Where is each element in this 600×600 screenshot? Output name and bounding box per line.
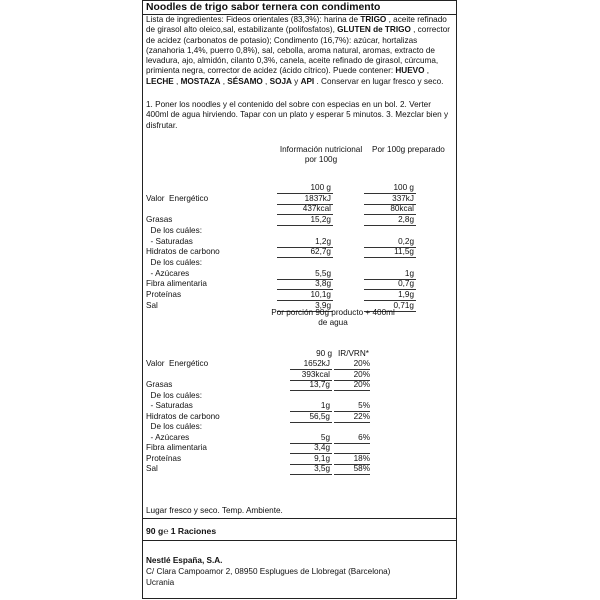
row-underline (290, 422, 332, 423)
ingredient-text: , aceite refinado de girasol alto oleico,sal, estabilizante (polifosfatos), (146, 15, 447, 35)
nutrient-value-col2: 18% (353, 453, 370, 463)
row-underline (290, 390, 332, 391)
nutrient-label: Grasas (146, 380, 173, 389)
allergen-text: SÉSAMO (227, 76, 263, 86)
allergen-text: MOSTAZA (180, 76, 221, 86)
nutrient-label: Grasas (146, 215, 173, 225)
nutrient-value-col2: 22% (353, 411, 370, 421)
allergen-text: LECHE (146, 76, 174, 86)
nutrient-value-col2: 20% (353, 380, 370, 389)
allergen-text: GLUTEN de TRIGO (337, 25, 411, 35)
nutrient-label: De los cuáles: (146, 257, 202, 267)
row-underline (277, 225, 333, 226)
nutrient-value-col2: 0,2g (398, 236, 414, 246)
ingredient-text: , corrector de acidez (carbonatos de potasio); Condimento (16,7%): azúcar, hortalizas (zanahoria 1,4%, puerro 0,8%), sal, cebolla, aroma natural, aromas, extracto de levadura, ajo, almidón, cilanto 0,3%, canela, aceite refinado de girasol, cúrcuma, primienta negra, corrector de acidez (ácido cítrico). Puede contener: (146, 25, 450, 76)
company-name: Nestlé España, S.A. (146, 556, 223, 565)
ingredient-text: y (291, 76, 301, 86)
row-underline (290, 474, 332, 475)
nutrient-label: Sal (146, 300, 158, 310)
nutrient-label: - Saturadas (146, 236, 193, 246)
nutrient-value-col2: 80kcal (390, 204, 414, 214)
nutrient-value-col1: 100 g (310, 183, 331, 192)
row-underline (364, 257, 416, 258)
nutrient-value-col2: 11,5g (394, 247, 414, 257)
nutrient-value-col1: 3,8g (315, 279, 331, 289)
row-underline (277, 257, 333, 258)
nutrient-label: Sal (146, 464, 158, 473)
nutrient-value-col1: 1,2g (315, 236, 331, 246)
nutrient-value-col1: 3,5g (314, 464, 330, 473)
nutrient-value-col1: 10,1g (310, 290, 331, 299)
row-underline (334, 390, 370, 391)
nutrient-label: De los cuáles: (146, 225, 202, 235)
nutrient-value-col2: 20% (353, 359, 370, 368)
nutrient-value-col2: 100 g (393, 183, 414, 192)
nutrient-label: Proteínas (146, 290, 182, 299)
table1-header-prepared: Por 100g preparado (372, 145, 445, 154)
nutrient-label: - Saturadas (146, 401, 193, 410)
nutrient-value-col1: 437kcal (302, 204, 331, 214)
nutrient-label: Valor Energético (146, 359, 209, 368)
ingredient-text: , (424, 66, 430, 76)
nutrient-value-col2: 6% (358, 432, 370, 442)
nutrient-value-col1: 15,2g (310, 215, 331, 225)
nutrient-label: - Azúcares (146, 432, 190, 442)
allergen-text: TRIGO (360, 15, 387, 24)
nutrient-label: Valor Energético (146, 193, 209, 203)
nutrient-value-col1: 9,1g (314, 453, 330, 463)
storage-divider (143, 518, 456, 519)
company-address: C/ Clara Campoamor 2, 08950 Esplugues de Llobregat (Barcelona) (146, 567, 391, 576)
ingredients-text (146, 15, 452, 87)
nutrient-value-col2: 5% (358, 401, 370, 410)
nutrient-label: Fibra alimentaria (146, 279, 207, 289)
table2-col-header-irvrn: IR/VRN* (338, 349, 369, 358)
row-underline (334, 422, 370, 423)
ingredient-text: Lista de ingredientes: Fideos orientales (83,3%): harina de (146, 15, 361, 24)
nutrient-value-col2: 0,71g (393, 300, 414, 310)
nutrient-value-col1: 1837kJ (304, 193, 331, 203)
nutrient-value-col1: 62,7g (310, 247, 331, 257)
allergen-text: API (300, 76, 315, 86)
nutrient-value-col1: 56,5g (309, 411, 330, 421)
nutrient-value-col1: 393kcal (301, 369, 330, 379)
nutrient-value-col1: 3,4g (314, 443, 330, 452)
table2-header-portion: Por porción 90g producto + 400ml de agua (271, 308, 395, 327)
table1-header-per100g: Información nutricional por 100g (279, 145, 363, 164)
nutrient-value-col1: 13,7g (309, 380, 330, 389)
nutrient-label: Hidratos de carbono (146, 247, 220, 257)
nutrient-value-col2: 2,8g (398, 215, 414, 225)
nutrient-label: - Azúcares (146, 268, 190, 278)
nutrient-label: Fibra alimentaria (146, 443, 207, 452)
nutrient-value-col1: 5g (320, 432, 330, 442)
nutrient-label: De los cuáles: (146, 422, 202, 431)
allergen-text: SOJA (269, 76, 292, 86)
nutrient-label: Hidratos de carbono (146, 411, 220, 421)
company-country: Ucrania (146, 578, 175, 587)
nutrient-value-col2: 0,7g (398, 279, 414, 289)
product-title: Noodles de trigo sabor ternera con condimento (146, 2, 381, 13)
allergen-text: HUEVO (395, 66, 425, 76)
nutrient-value-col2: 337kJ (392, 193, 414, 203)
row-underline (334, 443, 370, 444)
ingredient-text: . Conservar en lugar fresco y seco. (314, 76, 444, 86)
nutrient-value-col2: 1,9g (398, 290, 414, 299)
portion-divider (143, 540, 456, 541)
nutrient-value-col2: 58% (353, 464, 370, 473)
nutrient-value-col2: 20% (353, 369, 370, 379)
table2-col-header-90g: 90 g (316, 349, 332, 358)
nutrient-value-col1: 1652kJ (303, 359, 330, 368)
row-underline (334, 474, 370, 475)
preparation-instructions: 1. Poner los noodles y el contenido del sobre con especias en un bol. 2. Verter 400ml de agua hirviendo. Tapar con un plato y esperar 5 minutos. 3. Mezclar bien y disfrutar. (146, 100, 449, 130)
portion-text: 90 g℮ 1 Raciones (146, 526, 217, 536)
ingredient-text: , (220, 76, 228, 86)
storage-text: Lugar fresco y seco. Temp. Ambiente. (146, 506, 283, 515)
ingredient-text: , (173, 76, 181, 86)
nutrient-value-col2: 1g (404, 268, 414, 278)
nutrient-value-col1: 3,9g (315, 300, 331, 310)
nutrient-label: De los cuáles: (146, 390, 202, 400)
nutrient-label: Proteínas (146, 453, 182, 463)
ingredient-text: , (262, 76, 270, 86)
nutrient-value-col1: 1g (320, 401, 330, 410)
row-underline (364, 225, 416, 226)
nutrient-value-col1: 5,5g (315, 268, 331, 278)
